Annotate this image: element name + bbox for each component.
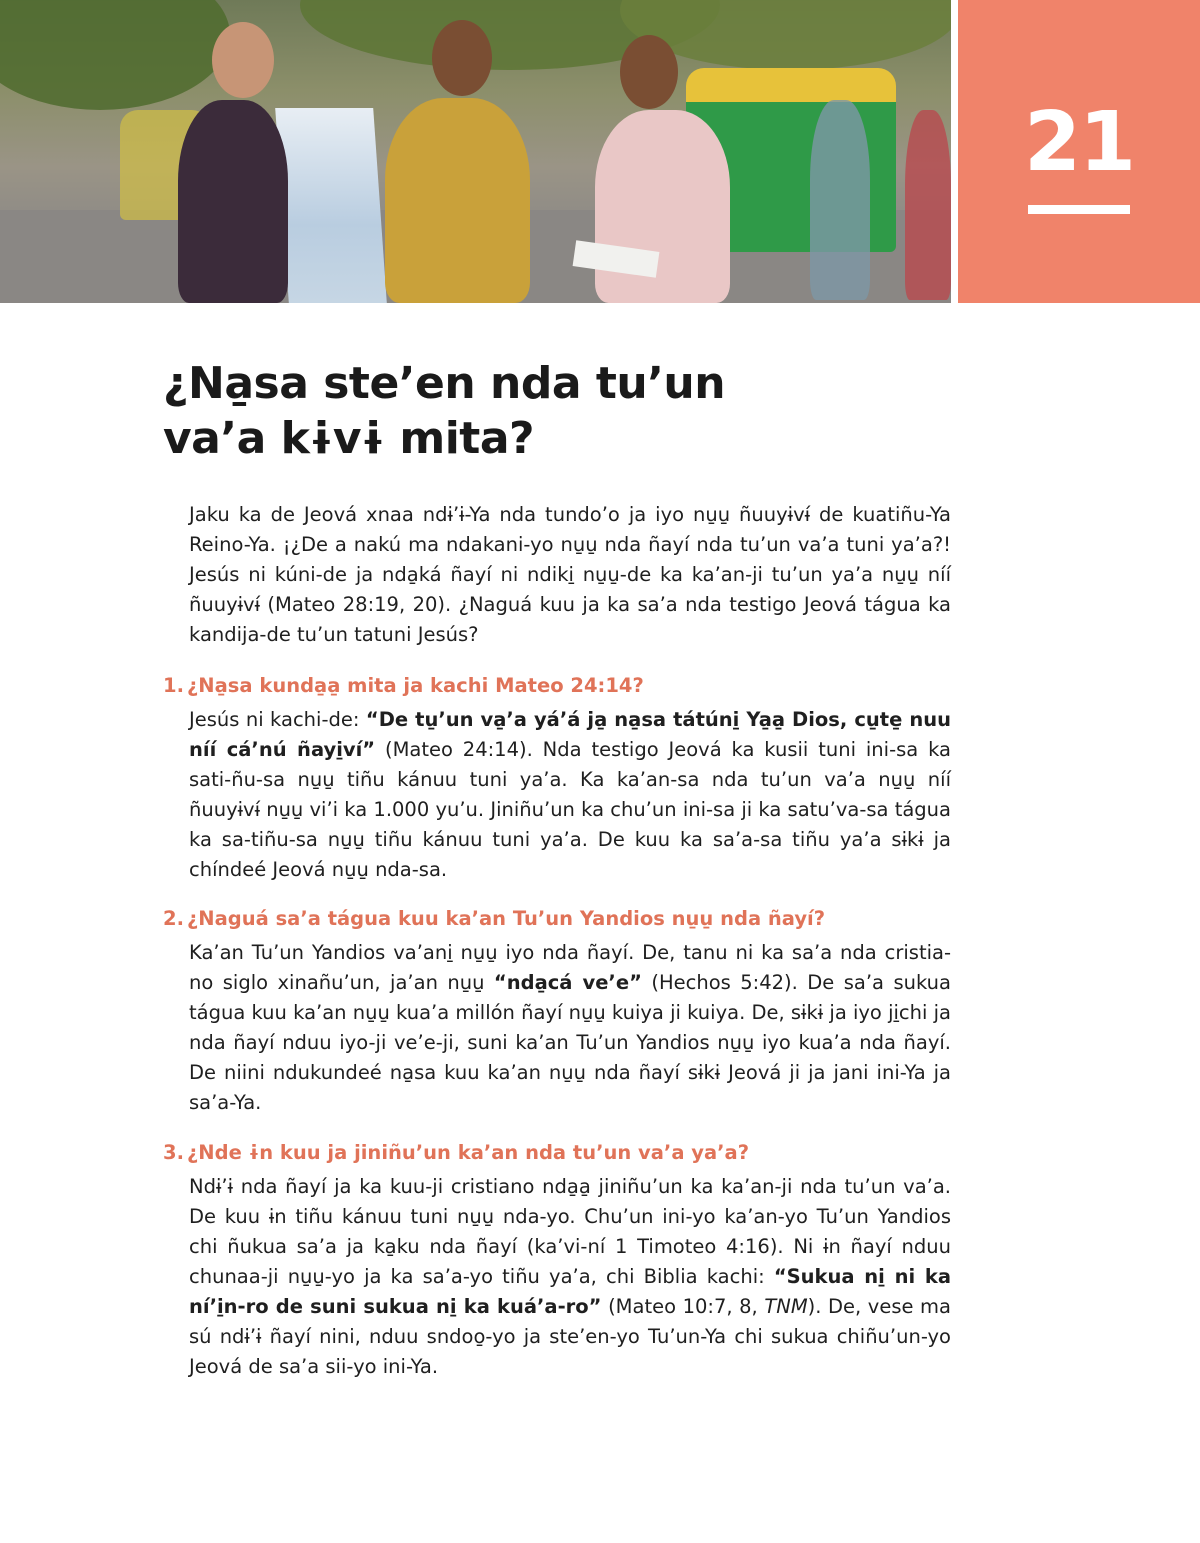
chapter-badge [958,0,1200,303]
title-line-1: ¿Na̱sa ste’en nda tu’un [163,358,726,409]
question-number: 1. [163,674,184,697]
question-number: 2. [163,907,184,930]
answer-text: Ndɨ’ɨ nda ñayí ja ka kuu-ji cristiano nda̱a̱ jiniñu’un ka ka’an-ji nda tu’un va’a. De kuu ɨn tiñu kánuu tuni nu̱u̱ nda-yo. Chu’un ini-yo ka’an-yo Tu’un Yandios chi ñukua sa’a ja ka̱ku nda ñayí (ka’vi-ní 1 Timoteo 4:16). Ni ɨn ñayí nduu chunaa-ji nu̱u̱-yo ja ka sa’a-yo tiñu ya’a, chi Biblia kachi: [189,1175,951,1288]
chapter-number: 21 [1023,95,1135,190]
answer-text: (Hechos 5:42). De sa’a sukua tágua kuu ka’an nu̱u̱ kua’a millón ñayí nu̱u̱ kuiya ji kuiya. De, sɨkɨ ja iyo ji̱chi ja nda ñayí nduu iyo-ji ve’e-ji, suni ka’an Tu’un Yandios nu̱u̱ iyo kua’a nda ñayí. De niini ndukundeé na̱sa kuu ka’an nu̱u̱ nda ñayí sɨkɨ Jeová ji ja jani ini-Ya ja sa’a-Ya. [189,971,951,1114]
bible-quote: “De tu̱’un va̱’a yá’á ja̱ na̱sa tátúni̱ Ya̱a̱ Dios, cu̱te̱ nuu níí cá’nú ñayi̱ví” [189,708,951,761]
bible-quote: “nda̱cá ve’e” [493,971,642,994]
answer-text: (Mateo 24:14). Nda testigo Jeová ka kusii tuni ini-sa ka sati-ñu-sa nu̱u̱ tiñu kánuu tuni ya’a. Ka ka’an-sa nda tu’un va’a nu̱u̱ níí ñuuyɨvɨ́ nu̱u̱ vi’i ka 1.000 yu’u. Jiniñu’un ka chu’un ini-sa ji ka satu’va-sa tágua ka sa-tiñu-sa nu̱u̱ tiñu kánuu tuni ya’a. De kuu ka sa’a-sa tiñu ya’a sɨkɨ ja chíndeé Jeová nu̱u̱ nda-sa. [189,738,951,881]
chapter-rule [1028,205,1130,214]
header-photo [0,0,951,303]
answer-text: Ka’an Tu’un Yandios va’ani̱ nu̱u̱ iyo nda ñayí. De, tanu ni ka sa’a nda cristia-no siglo xinañu’un, ja’an nu̱u̱ [189,941,951,994]
answer-3 [189,1172,951,1382]
question-text: ¿Nde ɨn kuu ja jiniñu’un ka’an nda tu’un va’a ya’a? [187,1141,750,1164]
intro-paragraph: Jaku ka de Jeová xnaa ndɨ’ɨ-Ya nda tundo’o ja iyo nu̱u̱ ñuuyɨvɨ́ de kuatiñu-Ya Reino-Ya. ¡¿De a nakú ma ndakani-yo nu̱u̱ nda ñayí nda tu’un va’a tuni ya’a?! Jesús ni kúni-de ja nda̱ká ñayí ni ndiki̱ nu̱u̱-de ka ka’an-ji tu’un ya’a nu̱u̱ níí ñuuyɨvɨ́ (Mateo 28:19, 20). ¿Naguá kuu ja ka sa’a nda testigo Jeová tágua ka kandija-de tu’un tatuni Jesús? [189,503,951,646]
answer-text: Jesús ni kachi-de: [189,708,366,731]
bible-quote: “Sukua ni̱ ni ka ní’i̱n-ro de suni sukua ni̱ ka kuá’a-ro” [189,1265,951,1318]
question-3 [163,1140,749,1166]
question-number: 3. [163,1141,184,1164]
poster-image [275,108,387,303]
question-text: ¿Na̱sa kunda̱a̱ mita ja kachi Mateo 24:14? [187,674,644,697]
question-2 [163,906,825,932]
answer-1 [189,705,951,885]
bible-version-abbrev: TNM [764,1295,808,1318]
answer-text: (Mateo 10:7, 8, [601,1295,765,1318]
question-text: ¿Naguá sa’a tágua kuu ka’an Tu’un Yandios nu̱u̱ nda ñayí? [187,907,826,930]
question-1 [163,673,644,699]
answer-text: ). De, vese ma sú ndɨ’ɨ ñayí nini, nduu sndoo̱-yo ja ste’en-yo Tu’un-Ya chi sukua chiñu’un-yo Jeová de sa’a sii-yo ini-Ya. [189,1295,952,1378]
page-title [163,356,725,466]
title-line-2: va’a kɨvɨ mita? [163,413,535,464]
answer-2 [189,938,951,1118]
